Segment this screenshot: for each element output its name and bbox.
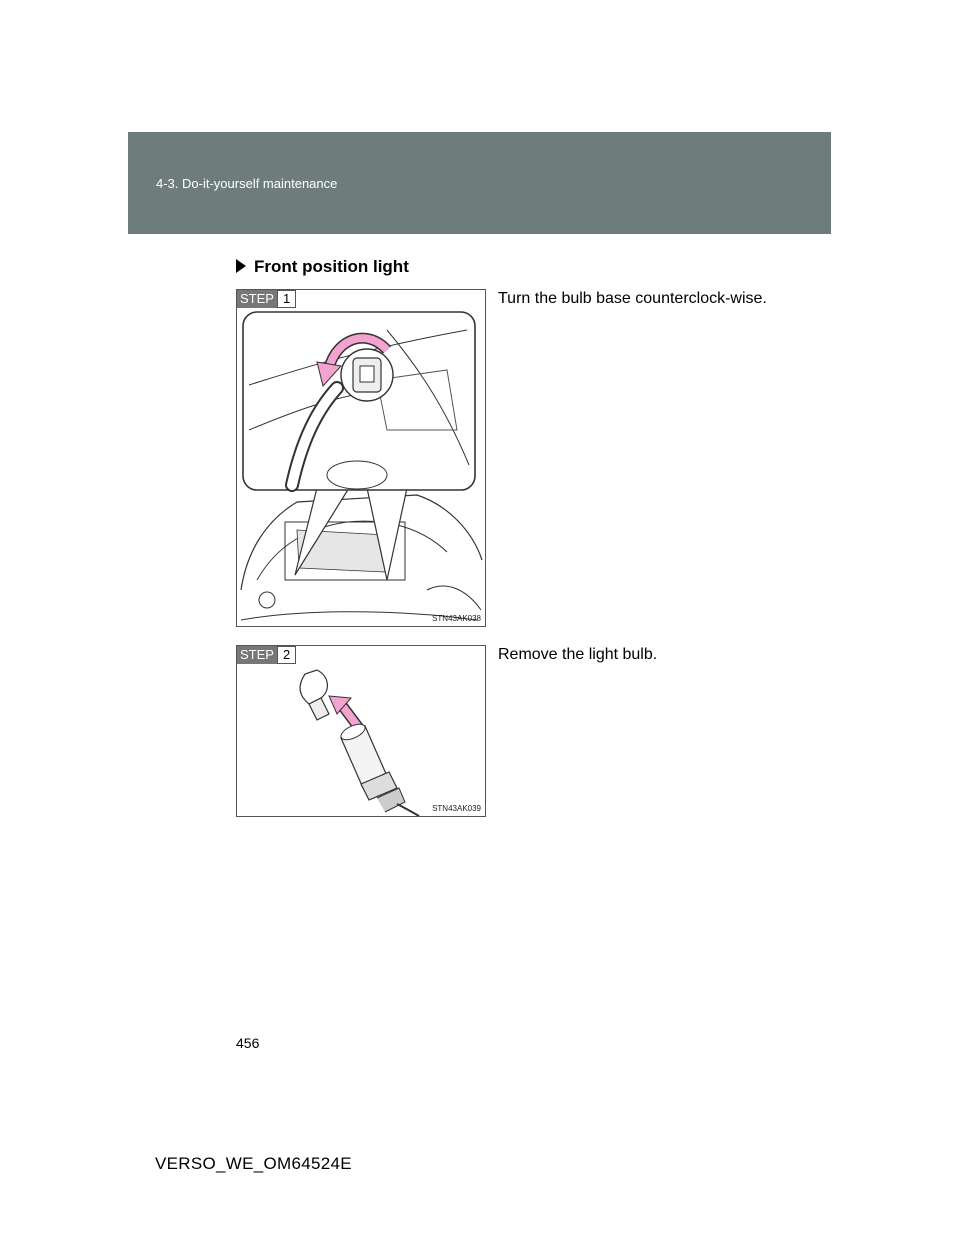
step1-instruction: Turn the bulb base counterclock-wise. xyxy=(498,290,767,307)
step1-figure-code: STN43AK038 xyxy=(432,614,481,623)
step2-instruction: Remove the light bulb. xyxy=(498,646,658,663)
step2-figure xyxy=(236,645,486,817)
step1-label: STEP xyxy=(237,290,277,308)
bulb-removal-illustration xyxy=(237,646,485,816)
triangle-bullet-icon xyxy=(236,259,246,273)
step2-label: STEP xyxy=(237,646,277,664)
document-code: VERSO_WE_OM64524E xyxy=(155,1154,352,1173)
step2-badge xyxy=(237,646,296,664)
step1-figure xyxy=(236,289,486,627)
section-title: 4-3. Do-it-yourself maintenance xyxy=(156,176,338,191)
heading-text: Front position light xyxy=(254,257,409,276)
step1-number: 1 xyxy=(277,290,296,308)
step1-badge xyxy=(237,290,296,308)
bulb-base-illustration xyxy=(237,290,485,626)
step2-number: 2 xyxy=(277,646,296,664)
section-header xyxy=(128,132,831,234)
step2-figure-code: STN43AK039 xyxy=(432,804,481,813)
page-number: 456 xyxy=(236,1035,260,1051)
subsection-heading xyxy=(236,257,409,277)
